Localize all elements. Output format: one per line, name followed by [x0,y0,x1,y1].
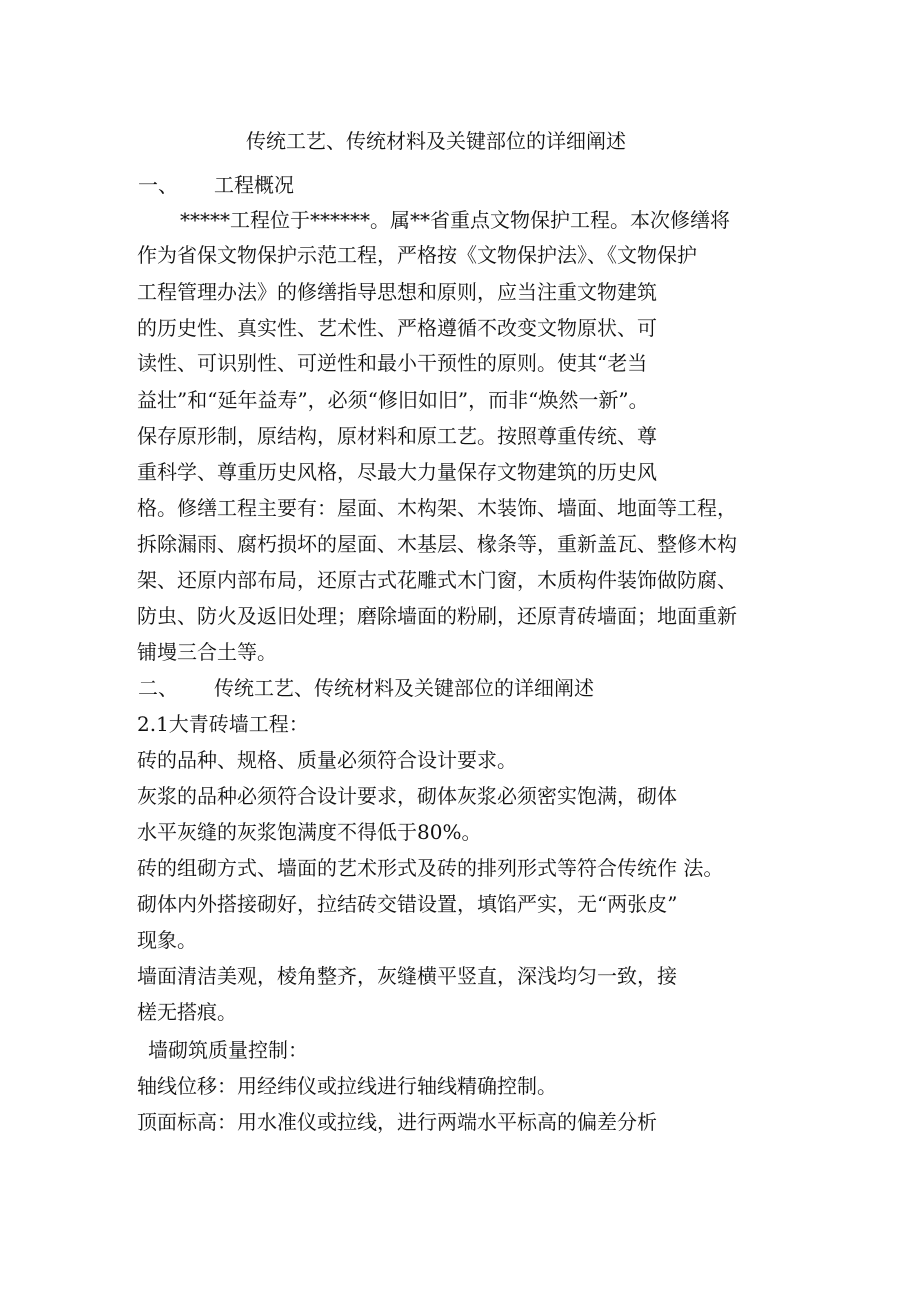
paragraph-line: 砖的组砌方式、墙面的艺术形式及砖的排列形式等符合传统作 法。 [137,856,724,880]
section-1-title: 工程概况 [214,173,294,197]
paragraph-line: 灰浆的品种必须符合设计要求，砌体灰浆必须密实饱满，砌体 [137,784,677,808]
paragraph-line: 作为省保文物保护示范工程，严格按《文物保护法》、《文物保护 [137,243,697,267]
paragraph-line: 架、还原内部布局，还原古式花雕式木门窗，木质构件装饰做防腐、 [137,568,737,592]
section-2-heading [138,675,594,701]
subsection-heading: 墙砌筑质量控制： [148,1038,308,1062]
section-2-title: 传统工艺、传统材料及关键部位的详细阐述 [214,676,594,700]
paragraph-line: 砖的品种、规格、质量必须符合设计要求。 [137,748,517,772]
paragraph-line: 砌体内外搭接砌好，拉结砖交错设置，填馅严实，无“两张皮” [137,892,678,916]
paragraph-line: *****工程位于******。属**省重点文物保护工程。本次修缮将 [180,208,730,232]
paragraph-line: 工程管理办法》的修缮指导思想和原则，应当注重文物建筑 [137,280,657,304]
paragraph-line: 重科学、尊重历史风格，尽最大力量保存文物建筑的历史风 [137,460,657,484]
paragraph-line: 水平灰缝的灰浆饱满度不得低于80%。 [137,820,482,844]
paragraph-line: 防虫、防火及返旧处理；磨除墙面的粉刷，还原青砖墙面；地面重新 [137,604,737,628]
paragraph-line: 现象。 [137,928,197,952]
section-1-number: 一、 [138,173,178,197]
paragraph-line: 顶面标高：用水准仪或拉线，进行两端水平标高的偏差分析 [137,1110,657,1134]
paragraph-line: 墙面清洁美观，棱角整齐，灰缝横平竖直，深浅均匀一致，接 [137,964,677,988]
paragraph-line: 槎无搭痕。 [137,1000,237,1024]
paragraph-line: 轴线位移：用经纬仪或拉线进行轴线精确控制。 [137,1074,557,1098]
page-title: 传统工艺、传统材料及关键部位的详细阐述 [246,129,626,153]
paragraph-line: 拆除漏雨、腐朽损坏的屋面、木基层、椽条等，重新盖瓦、整修木构 [137,532,737,556]
paragraph-line: 铺墁三合土等。 [137,640,277,664]
paragraph-line: 格。修缮工程主要有：屋面、木构架、木装饰、墙面、地面等工程， [137,496,737,520]
subsection-heading: 2.1大青砖墙工程： [137,712,309,736]
paragraph-line: 读性、可识别性、可逆性和最小干预性的原则。使其“老当 [137,351,648,375]
section-1-heading [138,172,294,198]
paragraph-line: 保存原形制，原结构，原材料和原工艺。按照尊重传统、尊 [137,424,657,448]
paragraph-line: 益壮”和“延年益寿”，必须“修旧如旧”，而非“焕然一新”。 [137,388,649,412]
section-2-number: 二、 [138,676,178,700]
paragraph-line: 的历史性、真实性、艺术性、严格遵循不改变文物原状、可 [137,316,657,340]
